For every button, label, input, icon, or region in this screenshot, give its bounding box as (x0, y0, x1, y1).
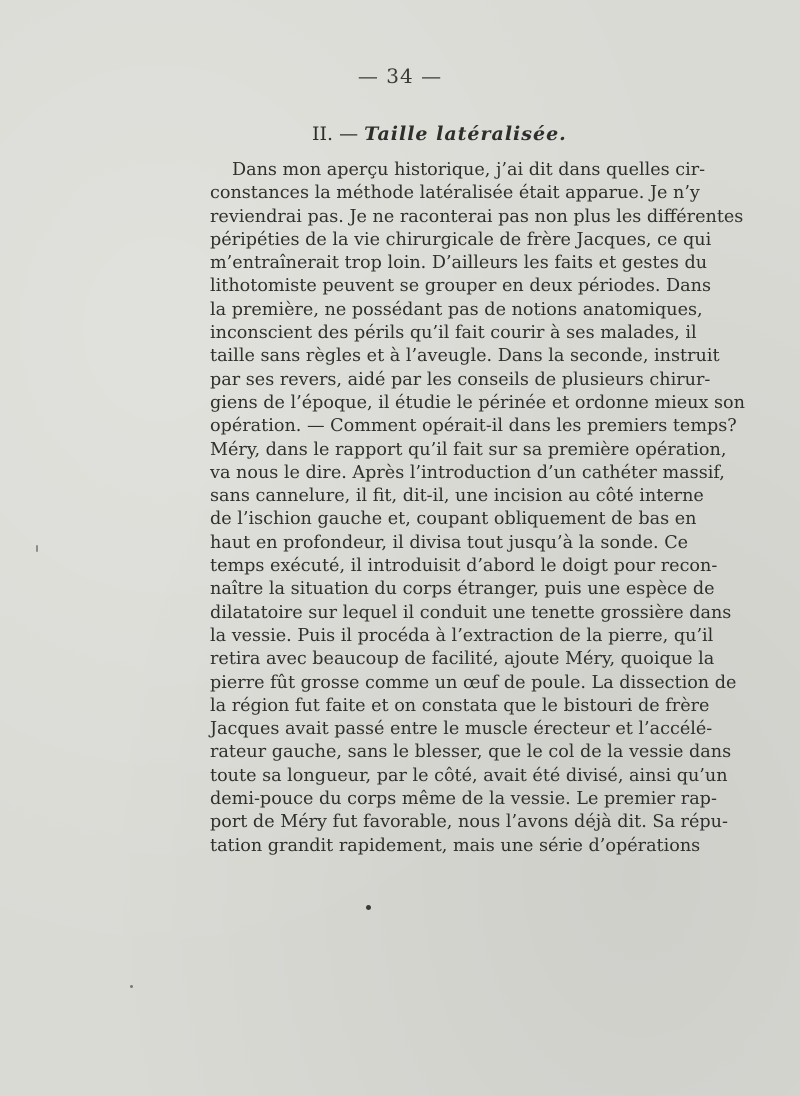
text-line: dilatatoire sur lequel il conduit une tenette grossière dans (210, 602, 732, 623)
text-line: péripéties de la vie chirurgicale de frère Jacques, ce qui (210, 229, 712, 250)
text-line: opération. — Comment opérait-il dans les premiers temps? (210, 416, 737, 437)
text-line: tation grandit rapidement, mais une série d’opérations (210, 835, 701, 856)
text-line: giens de l’époque, il étudie le périnée et ordonne mieux son (210, 392, 745, 413)
section-number: II. — (312, 123, 359, 145)
text-line: Jacques avait passé entre le muscle érecteur et l’accélé- (210, 719, 713, 740)
text-line: naître la situation du corps étranger, puis une espèce de (210, 579, 715, 600)
text-line: va nous le dire. Après l’introduction d’un cathéter massif, (210, 462, 725, 483)
text-line: la première, ne possédant pas de notions anatomiques, (210, 299, 703, 320)
text-line: sans cannelure, il fit, dit-il, une incision au côté interne (210, 486, 704, 507)
text-line: par ses revers, aidé par les conseils de plusieurs chirur- (210, 369, 711, 390)
text-line: haut en profondeur, il divisa tout jusqu’à la sonde. Ce (210, 532, 689, 553)
text-line: toute sa longueur, par le côté, avait été divisé, ainsi qu’un (210, 765, 728, 786)
section-heading (312, 123, 567, 145)
text-line: port de Méry fut favorable, nous l’avons déjà dit. Sa répu- (210, 812, 728, 833)
section-title: Taille latéralisée. (364, 123, 567, 145)
text-line: constances la méthode latéralisée était apparue. Je n’y (210, 183, 700, 204)
text-line: Méry, dans le rapport qu’il fait sur sa première opération, (210, 439, 727, 460)
text-line: la région fut faite et on constata que le bistouri de frère (210, 695, 710, 716)
text-line: Dans mon aperçu historique, j’ai dit dans quelles cir- (232, 160, 706, 180)
text-line: la vessie. Puis il procéda à l’extraction de la pierre, qu’il (210, 625, 714, 646)
scan-speck (130, 985, 133, 988)
text-line: temps exécuté, il introduisit d’abord le doigt pour recon- (210, 556, 718, 577)
text-line: rateur gauche, sans le blesser, que le col de la vessie dans (210, 742, 732, 763)
text-line: de l’ischion gauche et, coupant obliquement de bas en (210, 509, 697, 530)
text-line: pierre fût grosse comme un œuf de poule. La dissection de (210, 672, 737, 693)
text-line: retira avec beaucoup de facilité, ajoute Méry, quoique la (210, 649, 715, 670)
scan-speck (36, 545, 38, 552)
scan-speck (366, 905, 371, 910)
text-line: taille sans règles et à l’aveugle. Dans la seconde, instruit (210, 346, 720, 367)
text-line: lithotomiste peuvent se grouper en deux périodes. Dans (210, 276, 711, 297)
text-line: m’entraînerait trop loin. D’ailleurs les faits et gestes du (210, 253, 708, 274)
text-line: demi-pouce du corps même de la vessie. Le premier rap- (210, 789, 717, 810)
text-line: inconscient des périls qu’il fait courir à ses malades, il (210, 323, 697, 344)
body-text (210, 159, 745, 858)
page-number: — 34 — (357, 64, 443, 88)
text-line: reviendrai pas. Je ne raconterai pas non plus les différentes (210, 206, 744, 227)
